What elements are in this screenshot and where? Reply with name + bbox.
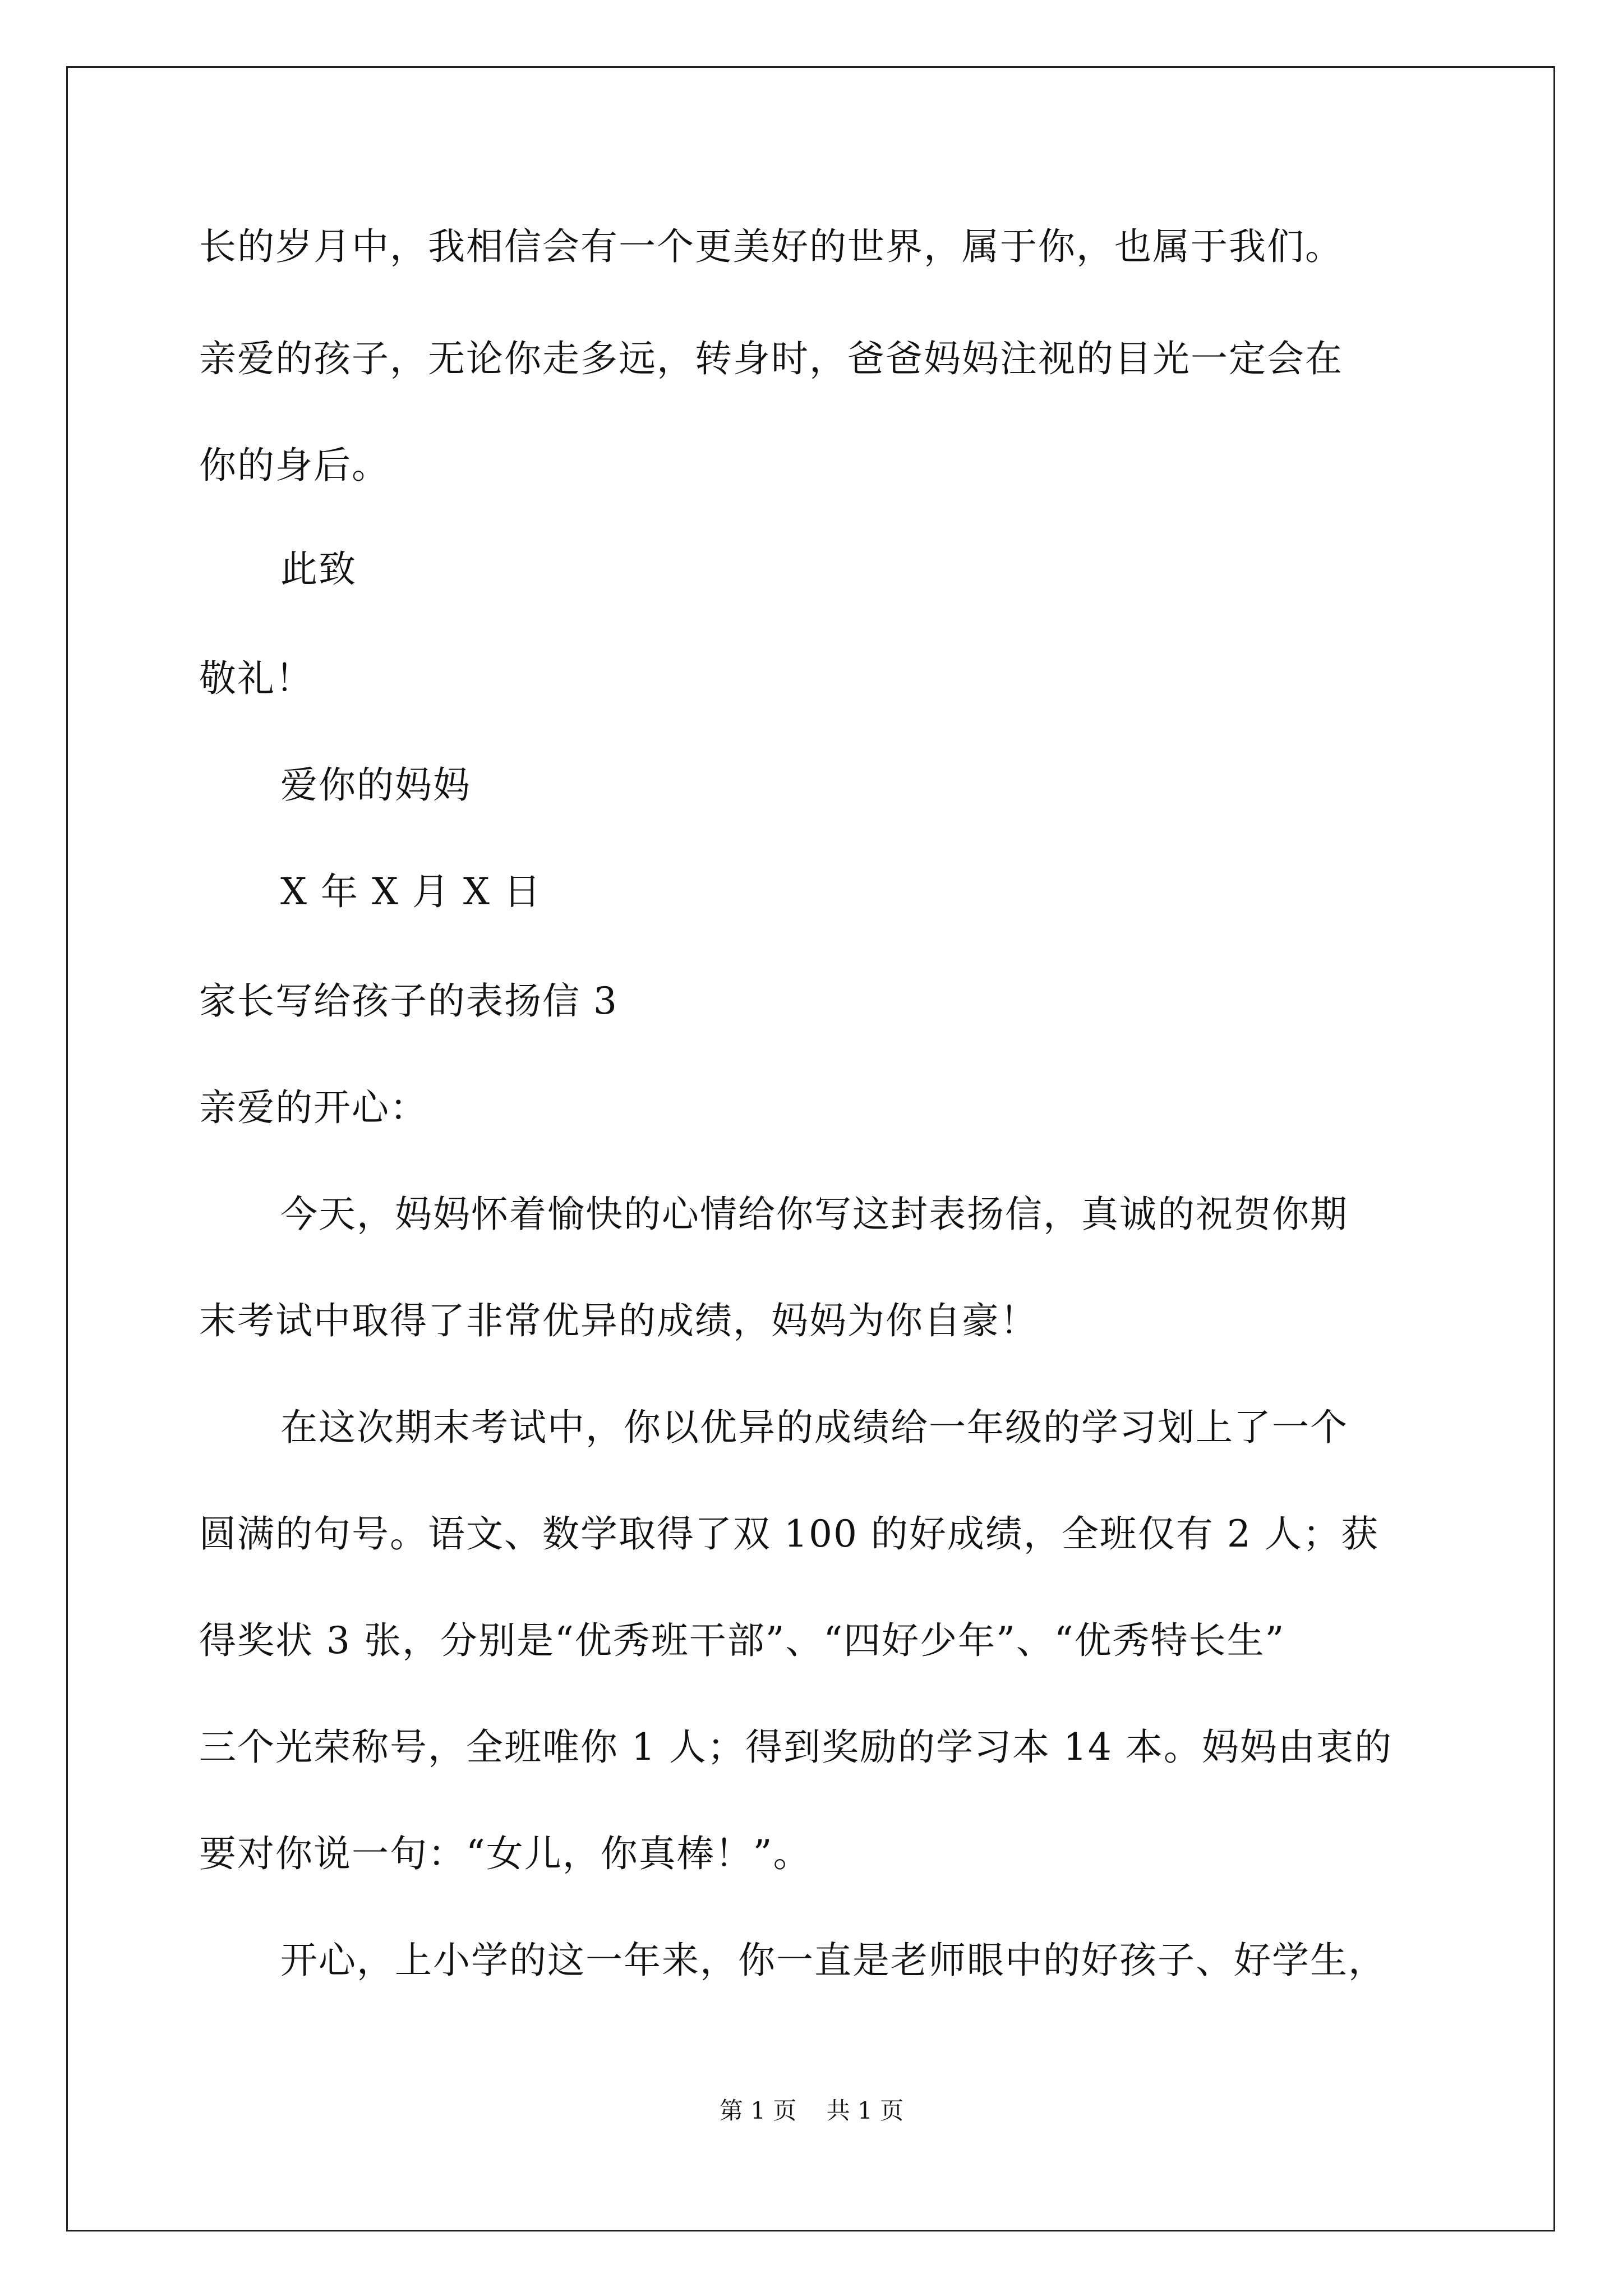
closing-salutation: 此致 — [280, 547, 357, 591]
paragraph-line: 圆满的句号。语文、数学取得了双 100 的好成绩，全班仅有 2 人；获 — [199, 1512, 1379, 1556]
paragraph-line: 末考试中取得了非常优异的成绩，妈妈为你自豪！ — [199, 1299, 1038, 1342]
paragraph-line: 在这次期末考试中，你以优异的成绩给一年级的学习划上了一个 — [280, 1406, 1348, 1449]
paragraph-line: 要对你说一句：“女儿，你真棒！”。 — [199, 1832, 811, 1875]
signature-line: 爱你的妈妈 — [280, 763, 471, 807]
date-line: X 年 X 月 X 日 — [280, 870, 542, 913]
paragraph-line: 开心，上小学的这一年来，你一直是老师眼中的好孩子、好学生， — [280, 1939, 1386, 1982]
paragraph-line: 亲爱的孩子，无论你走多远，转身时，爸爸妈妈注视的目光一定会在 — [199, 337, 1343, 380]
paragraph-line: 长的岁月中，我相信会有一个更美好的世界，属于你，也属于我们。 — [199, 225, 1343, 268]
page-footer: 第 1 页 共 1 页 — [719, 2097, 904, 2124]
letter-greeting: 亲爱的开心： — [199, 1086, 428, 1129]
paragraph-line: 今天，妈妈怀着愉快的心情给你写这封表扬信，真诚的祝贺你期 — [280, 1193, 1348, 1236]
section-title: 家长写给孩子的表扬信 3 — [199, 979, 618, 1023]
paragraph-line: 得奖状 3 张，分别是“优秀班干部”、“四好少年”、“优秀特长生” — [199, 1619, 1285, 1662]
paragraph-line: 三个光荣称号，全班唯你 1 人；得到奖励的学习本 14 本。妈妈由衷的 — [199, 1726, 1393, 1769]
closing-regards: 敬礼！ — [199, 657, 313, 700]
page-border — [66, 66, 1555, 2231]
paragraph-line: 你的身后。 — [199, 444, 390, 487]
